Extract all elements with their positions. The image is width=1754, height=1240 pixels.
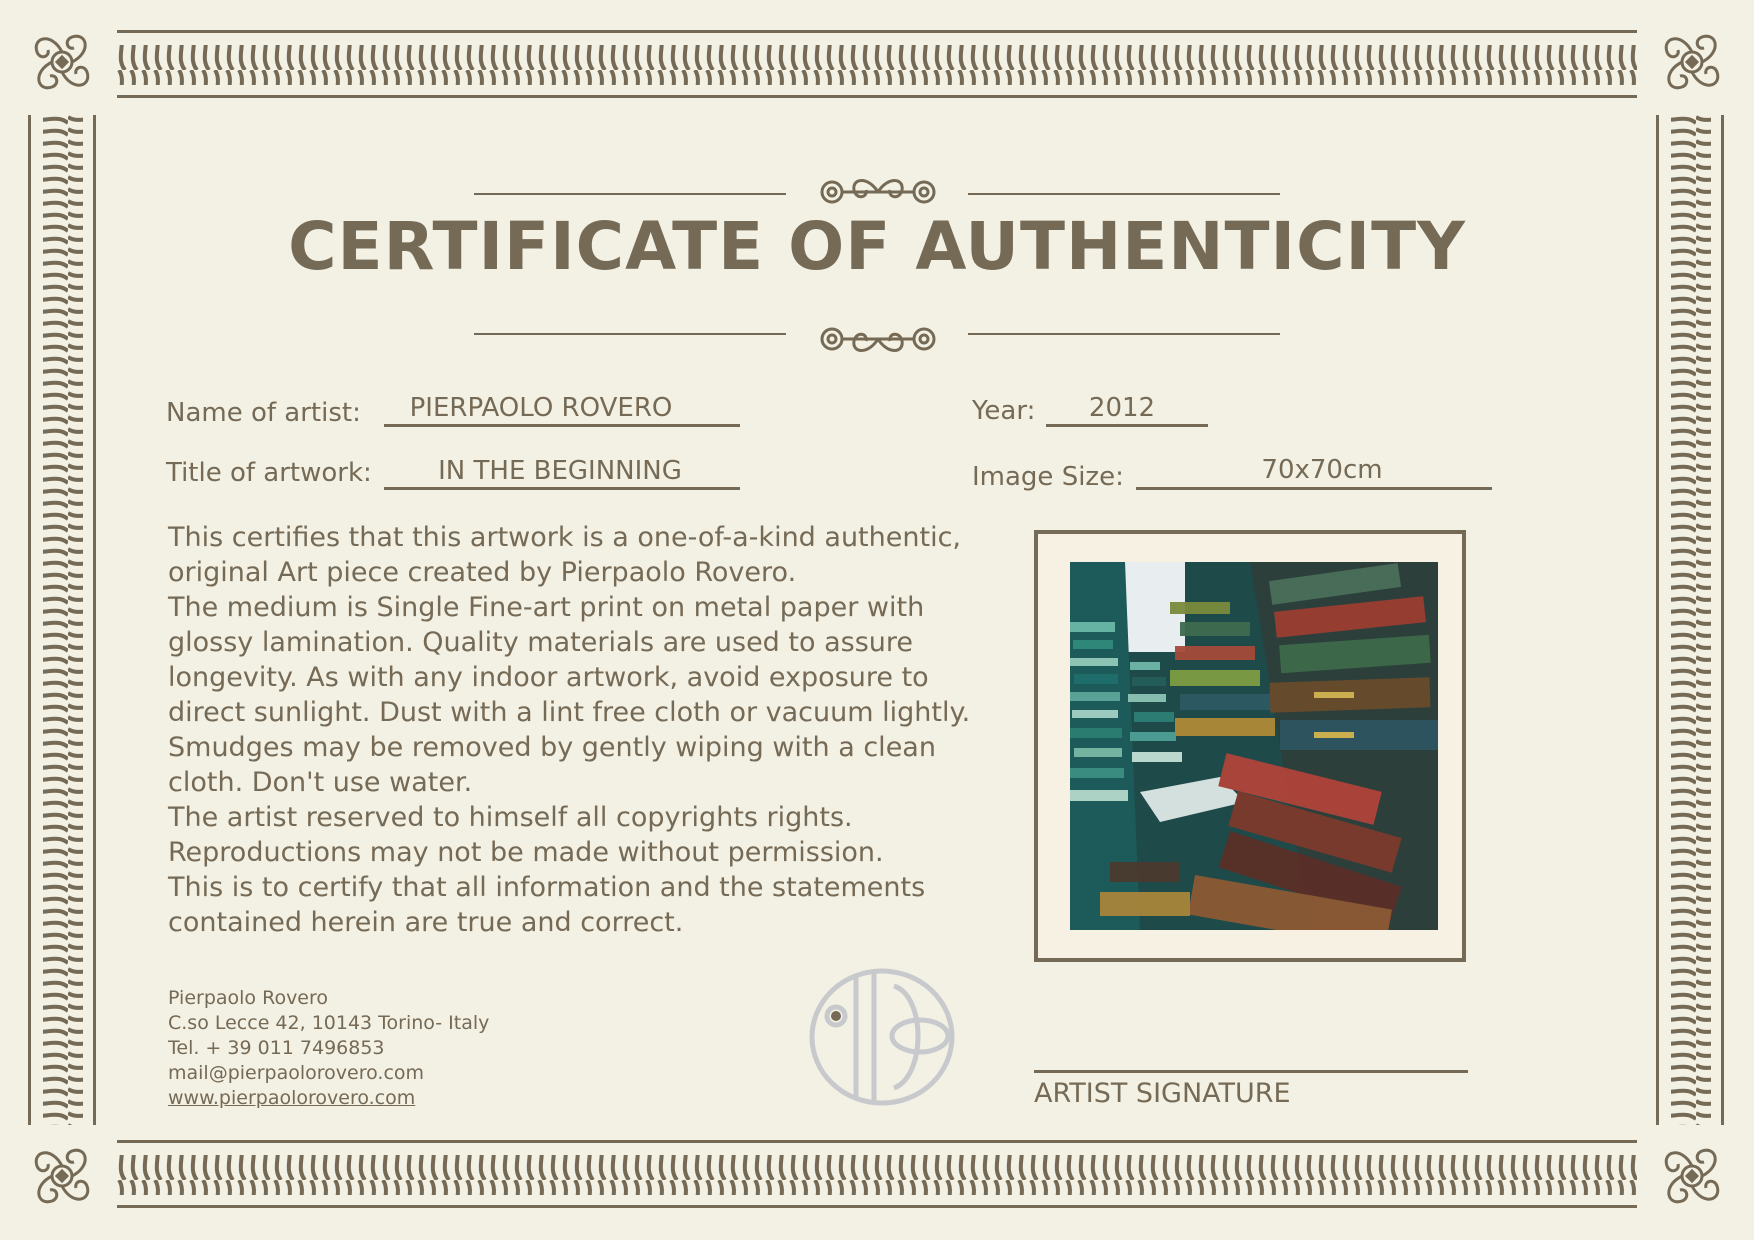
certificate-title: CERTIFICATE OF AUTHENTICITY — [288, 208, 1466, 285]
artist-monogram-logo — [806, 966, 958, 1108]
contact-email: mail@pierpaolorovero.com — [168, 1062, 425, 1084]
image-size-value: 70x70cm — [1261, 455, 1383, 485]
year-label: Year: — [972, 396, 1036, 426]
artist-name-underline — [384, 424, 740, 427]
signature-label: ARTIST SIGNATURE — [1034, 1078, 1291, 1109]
title-rule-top-left — [474, 193, 786, 195]
statement-line: This certifies that this artwork is a one-of-a-kind authentic, — [168, 522, 961, 553]
artwork-title-underline — [384, 487, 740, 490]
artwork-title-value: IN THE BEGINNING — [438, 456, 682, 486]
certificate-statement — [168, 520, 971, 940]
artist-name-label: Name of artist: — [166, 398, 361, 428]
statement-line: This is to certify that all information and the statements — [168, 872, 926, 903]
title-rule-bottom-right — [968, 333, 1280, 335]
statement-line: contained herein are true and correct. — [168, 907, 684, 938]
top-border-band — [117, 30, 1637, 100]
signature-line — [1034, 1070, 1468, 1073]
statement-line: longevity. As with any indoor artwork, avoid exposure to — [168, 662, 929, 693]
artwork-title-label: Title of artwork: — [166, 458, 372, 488]
statement-line: cloth. Don't use water. — [168, 767, 473, 798]
contact-phone: Tel. + 39 011 7496853 — [168, 1037, 385, 1059]
flourish-corner-icon — [1642, 12, 1742, 112]
statement-line: The medium is Single Fine-art print on metal paper with — [168, 592, 925, 623]
statement-line: glossy lamination. Quality materials are used to assure — [168, 627, 914, 658]
flourish-corner-icon — [1642, 1126, 1742, 1226]
bottom-border-band — [117, 1140, 1637, 1210]
artwork-frame — [1034, 530, 1466, 962]
statement-line: direct sunlight. Dust with a lint free cloth or vacuum lightly. — [168, 697, 971, 728]
contact-block — [168, 986, 489, 1111]
contact-name: Pierpaolo Rovero — [168, 987, 329, 1009]
artist-name-value: PIERPAOLO ROVERO — [409, 393, 673, 423]
flourish-divider-icon — [808, 317, 948, 361]
flourish-corner-icon — [12, 1126, 112, 1226]
contact-website-link[interactable]: www.pierpaolorovero.com — [168, 1087, 416, 1109]
title-rule-bottom-left — [474, 333, 786, 335]
flourish-corner-icon — [12, 12, 112, 112]
title-rule-top-right — [968, 193, 1280, 195]
contact-address: C.so Lecce 42, 10143 Torino- Italy — [168, 1012, 490, 1034]
statement-line: original Art piece created by Pierpaolo Rovero. — [168, 557, 797, 588]
statement-line: Smudges may be removed by gently wiping with a clean — [168, 732, 936, 763]
statement-line: Reproductions may not be made without permission. — [168, 837, 884, 868]
year-value: 2012 — [1088, 393, 1156, 423]
image-size-underline — [1136, 487, 1492, 490]
artwork-thumbnail — [1070, 562, 1438, 930]
image-size-label: Image Size: — [972, 462, 1124, 492]
year-underline — [1046, 424, 1208, 427]
statement-line: The artist reserved to himself all copyrights rights. — [168, 802, 853, 833]
